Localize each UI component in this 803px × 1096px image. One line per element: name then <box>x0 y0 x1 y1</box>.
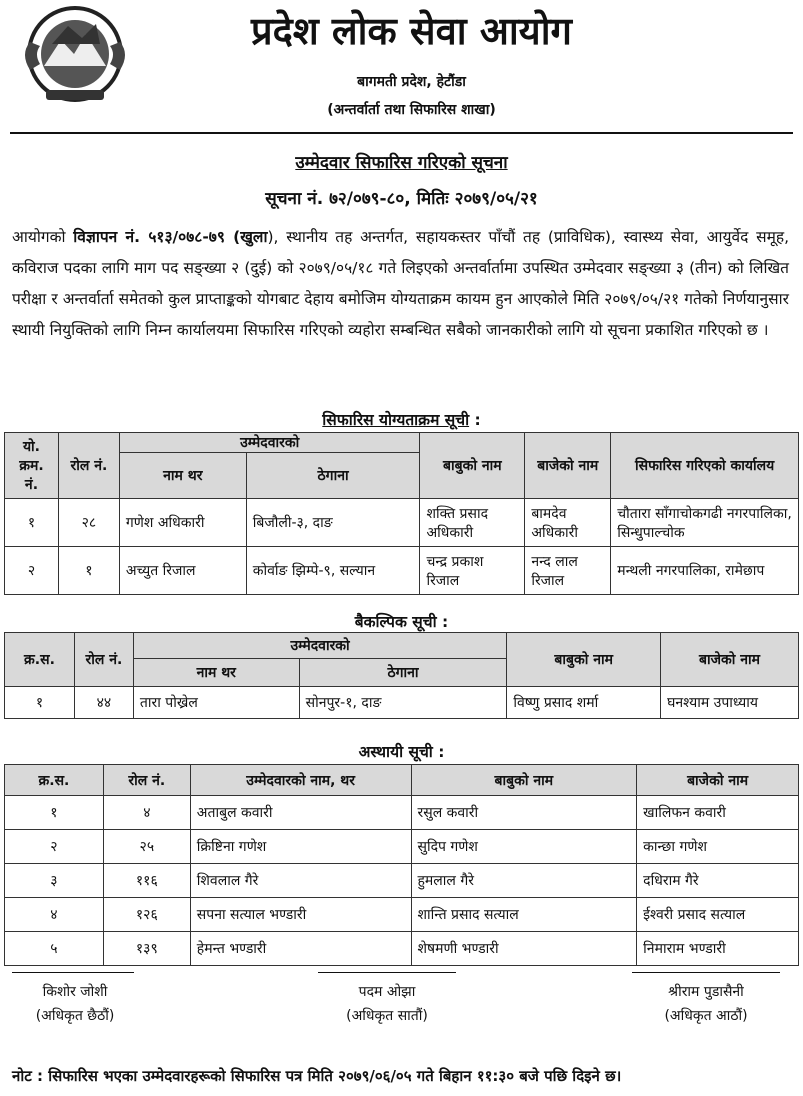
alt-col-father: बाबुको नाम <box>507 633 661 687</box>
table-row <box>5 864 799 898</box>
signatory-title: (अधिकृत आठौं) <box>664 1008 748 1024</box>
alt-sn: १ <box>5 687 75 719</box>
merit-sn: २ <box>5 547 59 595</box>
merit-name: अच्युत रिजाल <box>119 547 246 595</box>
temp-sn: ५ <box>5 932 104 966</box>
merit-sn: १ <box>5 499 59 547</box>
signatory-title: (अधिकृत छैठौं) <box>35 1008 115 1024</box>
temporary-table <box>4 764 799 966</box>
alt-col-roll: रोल नं. <box>74 633 133 687</box>
temp-father: शान्ति प्रसाद सत्याल <box>411 898 637 932</box>
merit-address: कोर्वाङ झिम्पे-९, सल्यान <box>246 547 420 595</box>
signatory-3 <box>626 980 786 1028</box>
alt-col-candidate: उम्मेदवारको <box>133 633 506 659</box>
temp-roll: ११६ <box>103 864 190 898</box>
temp-col-name: उम्मेदवारको नाम, थर <box>190 765 411 796</box>
merit-office: मन्थली नगरपालिका, रामेछाप <box>611 547 799 595</box>
temp-sn: २ <box>5 830 104 864</box>
notice-number: सूचना नं. ७२/०७९-८०, मितिः २०७९/०५/२१ <box>265 189 538 209</box>
branch-subtitle: (अन्तर्वार्ता तथा सिफारिस शाखा) <box>327 102 496 118</box>
alt-col-sn: क्र.स. <box>5 633 75 687</box>
temp-name: हेमन्त भण्डारी <box>190 932 411 966</box>
notice-body <box>12 222 789 346</box>
merit-roll: १ <box>58 547 119 595</box>
merit-roll: २८ <box>58 499 119 547</box>
footer-note: नोट : सिफारिस भएका उम्मेदवारहरूको सिफारिस पत्र मिति २०७९/०६/०५ गते बिहान ११:३० बजे पछि दिइने छ। <box>12 1067 622 1085</box>
alt-address: सोनपुर-१, दाङ <box>299 687 507 719</box>
notice-body-text: ), स्थानीय तह अन्तर्गत, सहायकस्तर पाँचौं तह (प्राविधिक), स्वास्थ्य सेवा, आयुर्वेद समूह, कविराज पदका लागि माग पद सङ्ख्या २ (दुई) को २०७९/०५/१८ गते लिइएको अन्तर्वार्तामा उपस्थित उम्मेदवार सङ्ख्या ३ (तीन) को लिखित परीक्षा र अन्तर्वार्ता समेतको कुल प्राप्ताङ्कको योगबाट देहाय बमोजिम योग्यताक्रम कायम हुन आएकोले मिति २०७९/०५/२१ गतेको निर्णयानुसार स्थायी नियुक्तिको लागि निम्न कार्यालयमा सिफारिस गरिएको व्यहोरा सम्बन्धित सबैको जानकारीको लागि यो सूचना प्रकाशित गरिएको छ । <box>12 228 790 339</box>
merit-col-sn: यो. क्रम. नं. <box>5 433 59 499</box>
signatory-name: किशोर जोशी <box>42 984 108 1000</box>
signatory-name: श्रीराम पुडासैनी <box>668 984 744 1000</box>
temp-grandfather: खालिफन कवारी <box>637 796 799 830</box>
merit-col-name: नाम थर <box>119 453 246 499</box>
merit-heading-colon: : <box>469 411 481 429</box>
signatory-2 <box>312 980 462 1028</box>
province-subtitle: बागमती प्रदेश, हेटौंडा <box>357 74 466 90</box>
temporary-heading: अस्थायी सूची : <box>358 743 445 761</box>
alt-grandfather: घनश्याम उपाध्याय <box>661 687 799 719</box>
table-row <box>5 796 799 830</box>
notice-body-advert: विज्ञापन नं. ५१३/०७८-७९ (खुला <box>73 228 268 246</box>
temp-roll: १२६ <box>103 898 190 932</box>
temp-name: शिवलाल गैरे <box>190 864 411 898</box>
page-title: प्रदेश लोक सेवा आयोग <box>251 9 572 53</box>
alternate-heading: बैकल्पिक सूची : <box>354 613 449 631</box>
merit-name: गणेश अधिकारी <box>119 499 246 547</box>
merit-grandfather: नन्द लाल रिजाल <box>525 547 611 595</box>
merit-col-father: बाबुको नाम <box>420 433 525 499</box>
temp-roll: १३९ <box>103 932 190 966</box>
header-divider <box>10 132 793 134</box>
temp-col-grandfather: बाजेको नाम <box>637 765 799 796</box>
table-row <box>5 898 799 932</box>
table-row <box>5 687 799 719</box>
temp-sn: ४ <box>5 898 104 932</box>
page-header <box>0 0 803 130</box>
signature-line <box>318 972 456 973</box>
temp-grandfather: ईश्वरी प्रसाद सत्याल <box>637 898 799 932</box>
signatory-title: (अधिकृत सातौं) <box>346 1008 428 1024</box>
merit-col-address: ठेगाना <box>246 453 420 499</box>
temp-grandfather: दधिराम गैरे <box>637 864 799 898</box>
merit-heading <box>0 408 803 430</box>
table-row <box>5 830 799 864</box>
alt-roll: ४४ <box>74 687 133 719</box>
temp-grandfather: कान्छा गणेश <box>637 830 799 864</box>
temp-col-sn: क्र.स. <box>5 765 104 796</box>
merit-col-office: सिफारिस गरिएको कार्यालय <box>611 433 799 499</box>
merit-office: चौतारा साँगाचोकगढी नगरपालिका, सिन्धुपाल्चोक <box>611 499 799 547</box>
signatory-name: पदम ओझा <box>358 984 416 1000</box>
notice-body-pre: आयोगको <box>12 228 74 246</box>
table-row <box>5 547 799 595</box>
alt-name: तारा पोख्रेल <box>133 687 299 719</box>
temp-father: सुदिप गणेश <box>411 830 637 864</box>
merit-address: बिजौली-३, दाङ <box>246 499 420 547</box>
table-row <box>5 932 799 966</box>
merit-heading-text: सिफारिस योग्यताक्रम सूची <box>322 411 470 429</box>
merit-col-candidate: उम्मेदवारको <box>119 433 420 453</box>
temp-grandfather: निमाराम भण्डारी <box>637 932 799 966</box>
temp-name: सपना सत्याल भण्डारी <box>190 898 411 932</box>
temp-roll: २५ <box>103 830 190 864</box>
merit-col-roll: रोल नं. <box>58 433 119 499</box>
temp-father: शेषमणी भण्डारी <box>411 932 637 966</box>
temp-name: अताबुल कवारी <box>190 796 411 830</box>
alt-father: विष्णु प्रसाद शर्मा <box>507 687 661 719</box>
alt-col-name: नाम थर <box>133 659 299 687</box>
table-row <box>5 499 799 547</box>
temp-name: क्रिष्टिना गणेश <box>190 830 411 864</box>
alternate-table <box>4 632 799 719</box>
merit-table <box>4 432 799 595</box>
alt-col-address: ठेगाना <box>299 659 507 687</box>
temp-father: हुमलाल गैरे <box>411 864 637 898</box>
merit-grandfather: बामदेव अधिकारी <box>525 499 611 547</box>
temp-sn: १ <box>5 796 104 830</box>
signatory-1 <box>0 980 150 1028</box>
temp-father: रसुल कवारी <box>411 796 637 830</box>
merit-col-grandfather: बाजेको नाम <box>525 433 611 499</box>
alt-col-grandfather: बाजेको नाम <box>661 633 799 687</box>
temp-sn: ३ <box>5 864 104 898</box>
temp-col-roll: रोल नं. <box>103 765 190 796</box>
temp-roll: ४ <box>103 796 190 830</box>
merit-father: चन्द्र प्रकाश रिजाल <box>420 547 525 595</box>
merit-father: शक्ति प्रसाद अधिकारी <box>420 499 525 547</box>
signature-line <box>12 972 134 973</box>
notice-title: उम्मेदवार सिफारिस गरिएको सूचना <box>295 153 508 173</box>
signature-line <box>632 972 780 973</box>
temp-col-father: बाबुको नाम <box>411 765 637 796</box>
